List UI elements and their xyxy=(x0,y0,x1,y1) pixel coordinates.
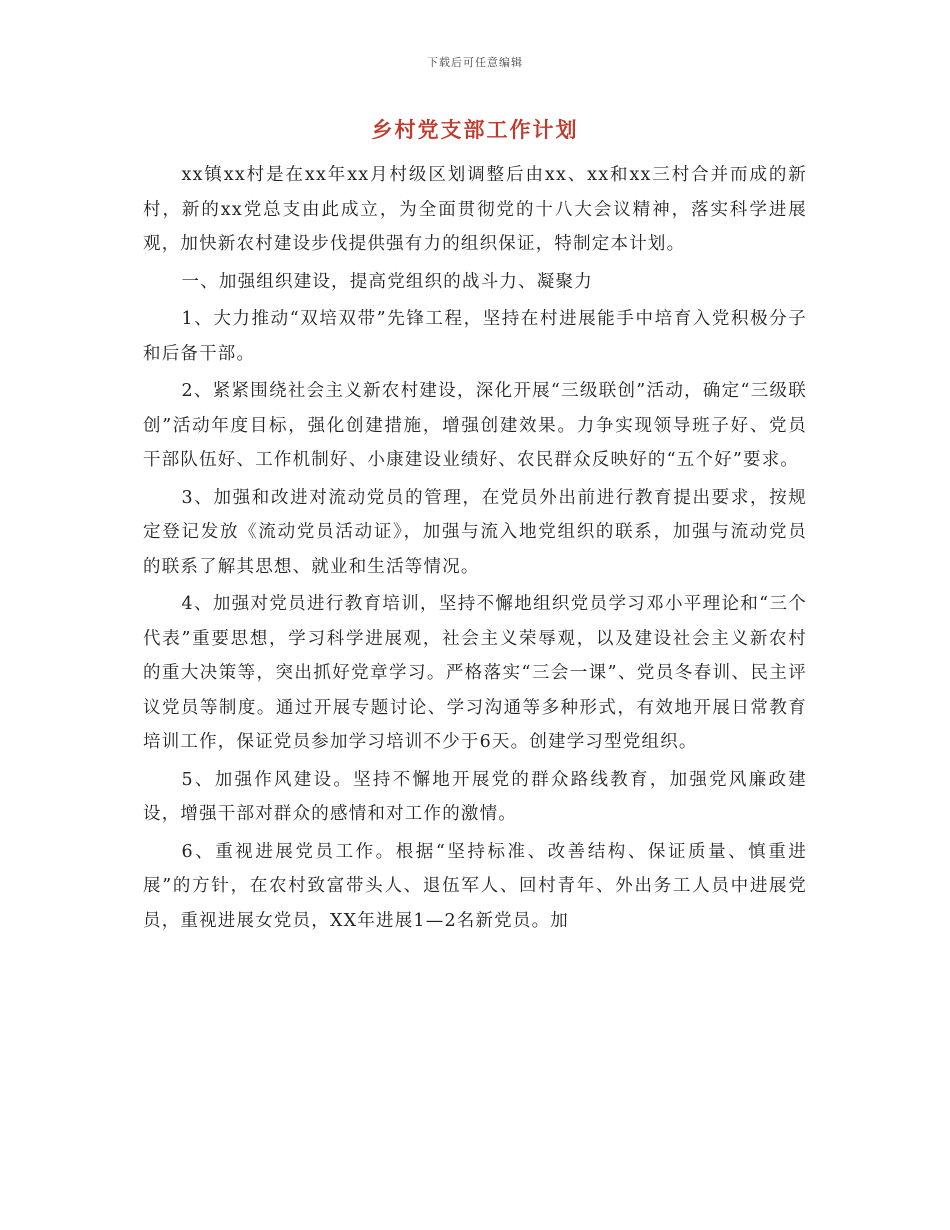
paragraph-intro: xx镇xx村是在xx年xx月村级区划调整后由xx、xx和xx三村合并而成的新村，新的xx党总支由此成立，为全面贯彻党的十八大会议精神，落实科学进展观，加快新农村建设步伐提供强有力的组织保证，特制定本计划。 xyxy=(143,165,807,254)
paragraph-item-1: 1、大力推动“双培双带”先锋工程，坚持在村进展能手中培育入党积极分子和后备干部。 xyxy=(143,309,807,364)
document-title: 乡村党支部工作计划 xyxy=(371,117,579,142)
paragraph-item-5: 5、加强作风建设。坚持不懈地开展党的群众路线教育，加强党风廉政建设，增强干部对群众的感情和对工作的激情。 xyxy=(143,769,807,824)
paragraph-item-2: 2、紧紧围绕社会主义新农村建设，深化开展“三级联创”活动，确定“三级联创”活动年度目标，强化创建措施，增强创建效果。力争实现领导班子好、党员干部队伍好、工作机制好、小康建设业绩好、农民群众反映好的“五个好”要求。 xyxy=(143,381,807,470)
header-note: 下载后可任意编辑 xyxy=(427,56,523,69)
paragraph-item-3: 3、加强和改进对流动党员的管理，在党员外出前进行教育提出要求，按规定登记发放《流动党员活动证》，加强与流入地党组织的联系，加强与流动党员的联系了解其思想、就业和生活等情况。 xyxy=(143,487,807,577)
paragraph-item-4: 4、加强对党员进行教育培训，坚持不懈地组织党员学习邓小平理论和“三个代表”重要思想，学习科学进展观，社会主义荣辱观，以及建设社会主义新农村的重大决策等，突出抓好党章学习。严格落实“三会一课”、党员冬春训、民主评议党员等制度。通过开展专题讨论、学习沟通等多种形式，有效地开展日常教育培训工作，保证党员参加学习培训不少于6天。创建学习型党组织。 xyxy=(143,594,807,752)
paragraph-item-6: 6、重视进展党员工作。根据“坚持标准、改善结构、保证质量、慎重进展”的方针，在农村致富带头人、退伍军人、回村青年、外出务工人员中进展党员，重视进展女党员，XX年进展1—2名新党员。加 xyxy=(143,841,807,931)
section-heading: 一、加强组织建设，提高党组织的战斗力、凝聚力 xyxy=(181,271,593,292)
document-body xyxy=(143,158,807,941)
